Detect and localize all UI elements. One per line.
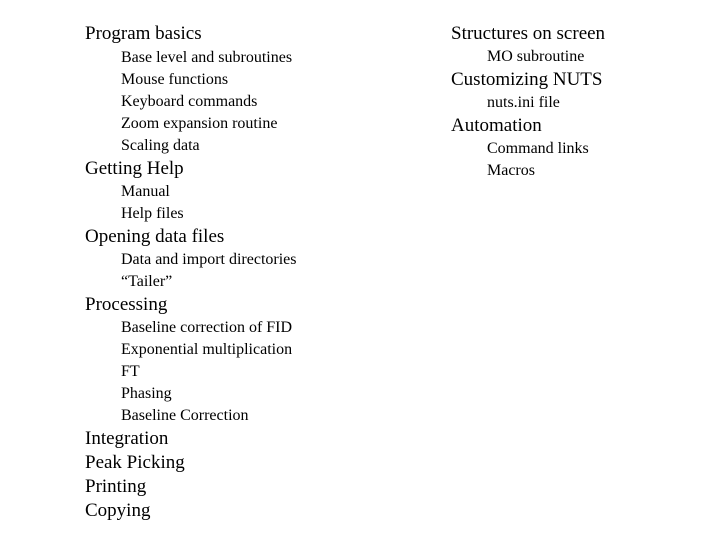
- outline-left-column: [85, 22, 415, 523]
- section-item: Keyboard commands: [121, 93, 258, 110]
- section-heading: Peak Picking: [85, 452, 185, 473]
- section-item: Macros: [487, 162, 535, 179]
- section-heading: Copying: [85, 500, 151, 521]
- section-item: Help files: [121, 205, 184, 222]
- section-item: Zoom expansion routine: [121, 115, 278, 132]
- section-item: Baseline Correction: [121, 407, 249, 424]
- section-heading: Processing: [85, 294, 168, 315]
- section-item: Scaling data: [121, 137, 200, 154]
- section-heading: Customizing NUTS: [451, 69, 603, 90]
- section-item: Command links: [487, 140, 589, 157]
- section-item: nuts.ini file: [487, 94, 560, 111]
- section-heading: Automation: [451, 115, 542, 136]
- section-heading: Printing: [85, 476, 147, 497]
- section-heading: Structures on screen: [451, 23, 606, 44]
- section-item: Data and import directories: [121, 251, 297, 268]
- section-item: Exponential multiplication: [121, 341, 293, 358]
- section-heading: Integration: [85, 428, 169, 449]
- section-item: MO subroutine: [487, 48, 585, 65]
- section-heading: Opening data files: [85, 226, 225, 247]
- section-item: FT: [121, 363, 140, 380]
- section-item: Manual: [121, 183, 170, 200]
- section-item: Baseline correction of FID: [121, 319, 293, 336]
- section-item: Phasing: [121, 385, 172, 402]
- section-item: “Tailer”: [121, 273, 173, 290]
- section-heading: Program basics: [85, 23, 202, 44]
- section-item: Mouse functions: [121, 71, 229, 88]
- outline-right-column: [451, 22, 701, 182]
- section-item: Base level and subroutines: [121, 49, 293, 66]
- section-heading: Getting Help: [85, 158, 184, 179]
